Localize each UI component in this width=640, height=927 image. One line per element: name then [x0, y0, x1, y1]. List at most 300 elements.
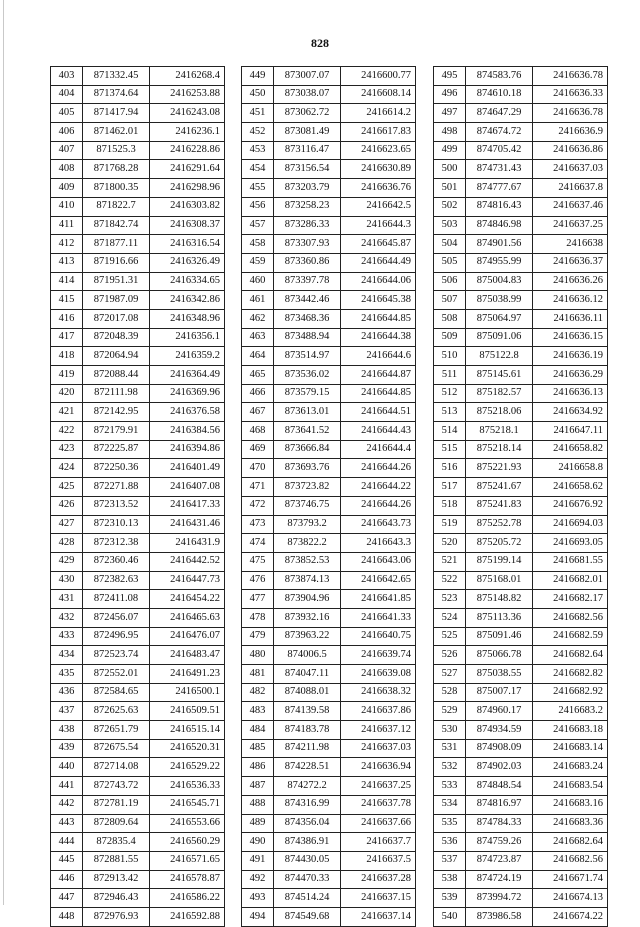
y-coordinate-cell: 2416291.64 — [150, 160, 225, 179]
point-number-cell: 506 — [434, 272, 466, 291]
x-coordinate-cell: 872088.44 — [83, 366, 150, 385]
point-number-cell: 499 — [434, 141, 466, 160]
point-number-cell: 508 — [434, 309, 466, 328]
y-coordinate-cell: 2416647.11 — [533, 422, 608, 441]
x-coordinate-cell: 872625.63 — [83, 702, 150, 721]
point-number-cell: 412 — [51, 235, 83, 254]
point-number-cell: 523 — [434, 590, 466, 609]
point-number-cell: 526 — [434, 646, 466, 665]
table-row — [434, 534, 608, 553]
coordinate-table-2 — [241, 66, 416, 927]
table-row — [242, 309, 416, 328]
y-coordinate-cell: 2416682.64 — [533, 646, 608, 665]
table-row — [51, 104, 225, 123]
table-row — [434, 403, 608, 422]
y-coordinate-cell: 2416637.46 — [533, 197, 608, 216]
point-number-cell: 511 — [434, 366, 466, 385]
x-coordinate-cell: 874047.11 — [274, 665, 341, 684]
x-coordinate-cell: 872584.65 — [83, 683, 150, 702]
point-number-cell: 439 — [51, 739, 83, 758]
y-coordinate-cell: 2416658.8 — [533, 459, 608, 478]
table-row — [51, 459, 225, 478]
x-coordinate-cell: 875241.83 — [466, 496, 533, 515]
table-row — [434, 141, 608, 160]
x-coordinate-cell: 873360.86 — [274, 253, 341, 272]
table-row — [51, 422, 225, 441]
point-number-cell: 516 — [434, 459, 466, 478]
table-row — [51, 141, 225, 160]
y-coordinate-cell: 2416674.22 — [533, 907, 608, 926]
x-coordinate-cell: 873286.33 — [274, 216, 341, 235]
y-coordinate-cell: 2416636.11 — [533, 309, 608, 328]
point-number-cell: 406 — [51, 123, 83, 142]
table-row — [434, 870, 608, 889]
table-row — [242, 907, 416, 926]
x-coordinate-cell: 874183.78 — [274, 721, 341, 740]
table-row — [434, 123, 608, 142]
y-coordinate-cell: 2416228.86 — [150, 141, 225, 160]
table-row — [242, 496, 416, 515]
point-number-cell: 488 — [242, 795, 274, 814]
table-row — [242, 403, 416, 422]
table-row — [242, 627, 416, 646]
point-number-cell: 475 — [242, 552, 274, 571]
point-number-cell: 530 — [434, 721, 466, 740]
x-coordinate-cell: 872946.43 — [83, 889, 150, 908]
coordinate-table-3 — [433, 66, 608, 927]
table-row — [51, 85, 225, 104]
point-number-cell: 520 — [434, 534, 466, 553]
x-coordinate-cell: 874908.09 — [466, 739, 533, 758]
x-coordinate-cell: 874674.72 — [466, 123, 533, 142]
y-coordinate-cell: 2416634.92 — [533, 403, 608, 422]
table-row — [434, 721, 608, 740]
point-number-cell: 466 — [242, 384, 274, 403]
point-number-cell: 529 — [434, 702, 466, 721]
table-row — [51, 123, 225, 142]
x-coordinate-cell: 872225.87 — [83, 440, 150, 459]
y-coordinate-cell: 2416682.56 — [533, 608, 608, 627]
y-coordinate-cell: 2416644.26 — [341, 496, 416, 515]
table-row — [242, 197, 416, 216]
point-number-cell: 418 — [51, 347, 83, 366]
x-coordinate-cell: 875064.97 — [466, 309, 533, 328]
point-number-cell: 492 — [242, 870, 274, 889]
y-coordinate-cell: 2416639.74 — [341, 646, 416, 665]
x-coordinate-cell: 871768.28 — [83, 160, 150, 179]
x-coordinate-cell: 872111.98 — [83, 384, 150, 403]
x-coordinate-cell: 873723.82 — [274, 478, 341, 497]
table-row — [51, 67, 225, 86]
point-number-cell: 453 — [242, 141, 274, 160]
table-row — [51, 795, 225, 814]
y-coordinate-cell: 2416636.78 — [533, 104, 608, 123]
x-coordinate-cell: 874316.99 — [274, 795, 341, 814]
table-row — [242, 384, 416, 403]
y-coordinate-cell: 2416643.73 — [341, 515, 416, 534]
table-row — [434, 496, 608, 515]
table-row — [51, 291, 225, 310]
x-coordinate-cell: 872496.95 — [83, 627, 150, 646]
table-row — [434, 440, 608, 459]
table-row — [242, 478, 416, 497]
point-number-cell: 413 — [51, 253, 83, 272]
x-coordinate-cell: 873203.79 — [274, 179, 341, 198]
table-row — [434, 309, 608, 328]
x-coordinate-cell: 875038.99 — [466, 291, 533, 310]
y-coordinate-cell: 2416644.26 — [341, 459, 416, 478]
table-row — [51, 646, 225, 665]
table-row — [242, 85, 416, 104]
x-coordinate-cell: 875145.61 — [466, 366, 533, 385]
table-row — [434, 366, 608, 385]
table-row — [434, 253, 608, 272]
point-number-cell: 460 — [242, 272, 274, 291]
x-coordinate-cell: 872411.08 — [83, 590, 150, 609]
table-row — [434, 571, 608, 590]
y-coordinate-cell: 2416637.15 — [341, 889, 416, 908]
point-number-cell: 510 — [434, 347, 466, 366]
y-coordinate-cell: 2416342.86 — [150, 291, 225, 310]
x-coordinate-cell: 874430.05 — [274, 851, 341, 870]
y-coordinate-cell: 2416636.94 — [341, 758, 416, 777]
table-row — [242, 328, 416, 347]
table-row — [434, 179, 608, 198]
point-number-cell: 411 — [51, 216, 83, 235]
x-coordinate-cell: 872881.55 — [83, 851, 150, 870]
x-coordinate-cell: 873081.49 — [274, 123, 341, 142]
y-coordinate-cell: 2416637.03 — [341, 739, 416, 758]
table-row — [434, 235, 608, 254]
point-number-cell: 518 — [434, 496, 466, 515]
point-number-cell: 448 — [51, 907, 83, 926]
x-coordinate-cell: 874846.98 — [466, 216, 533, 235]
point-number-cell: 431 — [51, 590, 83, 609]
point-number-cell: 524 — [434, 608, 466, 627]
x-coordinate-cell: 871951.31 — [83, 272, 150, 291]
table-row — [434, 291, 608, 310]
y-coordinate-cell: 2416253.88 — [150, 85, 225, 104]
table-row — [434, 777, 608, 796]
table-row — [242, 104, 416, 123]
table-row — [434, 104, 608, 123]
y-coordinate-cell: 2416683.54 — [533, 777, 608, 796]
table-row — [434, 833, 608, 852]
point-number-cell: 447 — [51, 889, 83, 908]
y-coordinate-cell: 2416682.59 — [533, 627, 608, 646]
table-row — [434, 515, 608, 534]
table-row — [51, 590, 225, 609]
y-coordinate-cell: 2416268.4 — [150, 67, 225, 86]
y-coordinate-cell: 2416637.86 — [341, 702, 416, 721]
y-coordinate-cell: 2416491.23 — [150, 665, 225, 684]
point-number-cell: 470 — [242, 459, 274, 478]
x-coordinate-cell: 874724.19 — [466, 870, 533, 889]
y-coordinate-cell: 2416369.96 — [150, 384, 225, 403]
x-coordinate-cell: 875199.14 — [466, 552, 533, 571]
x-coordinate-cell: 875007.17 — [466, 683, 533, 702]
point-number-cell: 437 — [51, 702, 83, 721]
point-number-cell: 535 — [434, 814, 466, 833]
y-coordinate-cell: 2416637.78 — [341, 795, 416, 814]
y-coordinate-cell: 2416644.85 — [341, 384, 416, 403]
point-number-cell: 415 — [51, 291, 83, 310]
y-coordinate-cell: 2416694.03 — [533, 515, 608, 534]
x-coordinate-cell: 874723.87 — [466, 851, 533, 870]
y-coordinate-cell: 2416636.9 — [533, 123, 608, 142]
y-coordinate-cell: 2416676.92 — [533, 496, 608, 515]
point-number-cell: 472 — [242, 496, 274, 515]
x-coordinate-cell: 874902.03 — [466, 758, 533, 777]
y-coordinate-cell: 2416682.82 — [533, 665, 608, 684]
y-coordinate-cell: 2416401.49 — [150, 459, 225, 478]
table-row — [434, 608, 608, 627]
point-number-cell: 485 — [242, 739, 274, 758]
point-number-cell: 507 — [434, 291, 466, 310]
y-coordinate-cell: 2416644.3 — [341, 216, 416, 235]
x-coordinate-cell: 873488.94 — [274, 328, 341, 347]
y-coordinate-cell: 2416636.37 — [533, 253, 608, 272]
point-number-cell: 449 — [242, 67, 274, 86]
table-row — [434, 197, 608, 216]
point-number-cell: 522 — [434, 571, 466, 590]
x-coordinate-cell: 874777.67 — [466, 179, 533, 198]
x-coordinate-cell: 873514.97 — [274, 347, 341, 366]
page-number: 828 — [311, 36, 329, 50]
x-coordinate-cell: 871417.94 — [83, 104, 150, 123]
table-row — [242, 366, 416, 385]
y-coordinate-cell: 2416644.6 — [341, 347, 416, 366]
y-coordinate-cell: 2416681.55 — [533, 552, 608, 571]
point-number-cell: 528 — [434, 683, 466, 702]
y-coordinate-cell: 2416644.38 — [341, 328, 416, 347]
y-coordinate-cell: 2416637.66 — [341, 814, 416, 833]
point-number-cell: 409 — [51, 179, 83, 198]
table-row — [434, 384, 608, 403]
table-row — [434, 683, 608, 702]
table-row — [51, 721, 225, 740]
x-coordinate-cell: 875221.93 — [466, 459, 533, 478]
y-coordinate-cell: 2416298.96 — [150, 179, 225, 198]
y-coordinate-cell: 2416645.38 — [341, 291, 416, 310]
x-coordinate-cell: 872835.4 — [83, 833, 150, 852]
y-coordinate-cell: 2416236.1 — [150, 123, 225, 142]
y-coordinate-cell: 2416316.54 — [150, 235, 225, 254]
table-row — [51, 160, 225, 179]
point-number-cell: 487 — [242, 777, 274, 796]
point-number-cell: 434 — [51, 646, 83, 665]
x-coordinate-cell: 871987.09 — [83, 291, 150, 310]
point-number-cell: 445 — [51, 851, 83, 870]
x-coordinate-cell: 873038.07 — [274, 85, 341, 104]
x-coordinate-cell: 875241.67 — [466, 478, 533, 497]
point-number-cell: 465 — [242, 366, 274, 385]
table-row — [242, 851, 416, 870]
point-number-cell: 423 — [51, 440, 83, 459]
point-number-cell: 496 — [434, 85, 466, 104]
point-number-cell: 419 — [51, 366, 83, 385]
y-coordinate-cell: 2416636.78 — [533, 67, 608, 86]
y-coordinate-cell: 2416643.3 — [341, 534, 416, 553]
point-number-cell: 455 — [242, 179, 274, 198]
x-coordinate-cell: 874759.26 — [466, 833, 533, 852]
table-row — [51, 534, 225, 553]
point-number-cell: 462 — [242, 309, 274, 328]
y-coordinate-cell: 2416536.33 — [150, 777, 225, 796]
point-number-cell: 519 — [434, 515, 466, 534]
x-coordinate-cell: 871374.64 — [83, 85, 150, 104]
table-row — [51, 665, 225, 684]
y-coordinate-cell: 2416683.24 — [533, 758, 608, 777]
y-coordinate-cell: 2416638 — [533, 235, 608, 254]
table-row — [51, 814, 225, 833]
table-row — [242, 683, 416, 702]
y-coordinate-cell: 2416637.7 — [341, 833, 416, 852]
y-coordinate-cell: 2416644.4 — [341, 440, 416, 459]
y-coordinate-cell: 2416243.08 — [150, 104, 225, 123]
table-row — [51, 272, 225, 291]
point-number-cell: 459 — [242, 253, 274, 272]
y-coordinate-cell: 2416644.49 — [341, 253, 416, 272]
table-row — [242, 552, 416, 571]
table-row — [242, 459, 416, 478]
y-coordinate-cell: 2416636.29 — [533, 366, 608, 385]
point-number-cell: 481 — [242, 665, 274, 684]
table-row — [51, 777, 225, 796]
table-row — [51, 870, 225, 889]
point-number-cell: 479 — [242, 627, 274, 646]
x-coordinate-cell: 873904.96 — [274, 590, 341, 609]
table-row — [242, 253, 416, 272]
table-row — [51, 571, 225, 590]
point-number-cell: 441 — [51, 777, 83, 796]
point-number-cell: 403 — [51, 67, 83, 86]
x-coordinate-cell: 874848.54 — [466, 777, 533, 796]
y-coordinate-cell: 2416639.08 — [341, 665, 416, 684]
table-row — [434, 795, 608, 814]
y-coordinate-cell: 2416641.33 — [341, 608, 416, 627]
table-row — [242, 347, 416, 366]
y-coordinate-cell: 2416636.26 — [533, 272, 608, 291]
y-coordinate-cell: 2416384.56 — [150, 422, 225, 441]
y-coordinate-cell: 2416637.14 — [341, 907, 416, 926]
point-number-cell: 444 — [51, 833, 83, 852]
table-row — [51, 627, 225, 646]
point-number-cell: 483 — [242, 702, 274, 721]
x-coordinate-cell: 873852.53 — [274, 552, 341, 571]
x-coordinate-cell: 873641.52 — [274, 422, 341, 441]
x-coordinate-cell: 873116.47 — [274, 141, 341, 160]
x-coordinate-cell: 874139.58 — [274, 702, 341, 721]
x-coordinate-cell: 874272.2 — [274, 777, 341, 796]
x-coordinate-cell: 874816.97 — [466, 795, 533, 814]
x-coordinate-cell: 873822.2 — [274, 534, 341, 553]
point-number-cell: 424 — [51, 459, 83, 478]
x-coordinate-cell: 873963.22 — [274, 627, 341, 646]
table-row — [51, 366, 225, 385]
point-number-cell: 517 — [434, 478, 466, 497]
x-coordinate-cell: 873874.13 — [274, 571, 341, 590]
table-row — [51, 496, 225, 515]
table-row — [51, 907, 225, 926]
y-coordinate-cell: 2416658.62 — [533, 478, 608, 497]
point-number-cell: 430 — [51, 571, 83, 590]
x-coordinate-cell: 874549.68 — [274, 907, 341, 926]
x-coordinate-cell: 871842.74 — [83, 216, 150, 235]
point-number-cell: 417 — [51, 328, 83, 347]
y-coordinate-cell: 2416364.49 — [150, 366, 225, 385]
x-coordinate-cell: 872913.42 — [83, 870, 150, 889]
y-coordinate-cell: 2416636.76 — [341, 179, 416, 198]
point-number-cell: 457 — [242, 216, 274, 235]
y-coordinate-cell: 2416520.31 — [150, 739, 225, 758]
point-number-cell: 494 — [242, 907, 274, 926]
y-coordinate-cell: 2416636.33 — [533, 85, 608, 104]
x-coordinate-cell: 874901.56 — [466, 235, 533, 254]
x-coordinate-cell: 874356.04 — [274, 814, 341, 833]
point-number-cell: 497 — [434, 104, 466, 123]
point-number-cell: 539 — [434, 889, 466, 908]
table-row — [434, 216, 608, 235]
x-coordinate-cell: 872142.95 — [83, 403, 150, 422]
point-number-cell: 422 — [51, 422, 83, 441]
y-coordinate-cell: 2416683.2 — [533, 702, 608, 721]
x-coordinate-cell: 873666.84 — [274, 440, 341, 459]
point-number-cell: 532 — [434, 758, 466, 777]
point-number-cell: 486 — [242, 758, 274, 777]
x-coordinate-cell: 873156.54 — [274, 160, 341, 179]
y-coordinate-cell: 2416637.28 — [341, 870, 416, 889]
point-number-cell: 521 — [434, 552, 466, 571]
point-number-cell: 495 — [434, 67, 466, 86]
y-coordinate-cell: 2416571.65 — [150, 851, 225, 870]
y-coordinate-cell: 2416442.52 — [150, 552, 225, 571]
x-coordinate-cell: 872675.54 — [83, 739, 150, 758]
x-coordinate-cell: 871822.7 — [83, 197, 150, 216]
point-number-cell: 474 — [242, 534, 274, 553]
table-row — [434, 739, 608, 758]
point-number-cell: 408 — [51, 160, 83, 179]
point-number-cell: 438 — [51, 721, 83, 740]
y-coordinate-cell: 2416586.22 — [150, 889, 225, 908]
point-number-cell: 443 — [51, 814, 83, 833]
y-coordinate-cell: 2416348.96 — [150, 309, 225, 328]
point-number-cell: 442 — [51, 795, 83, 814]
table-row — [242, 590, 416, 609]
table-row — [242, 235, 416, 254]
x-coordinate-cell: 874955.99 — [466, 253, 533, 272]
table-row — [434, 646, 608, 665]
x-coordinate-cell: 874088.01 — [274, 683, 341, 702]
table-row — [242, 702, 416, 721]
point-number-cell: 407 — [51, 141, 83, 160]
y-coordinate-cell: 2416644.06 — [341, 272, 416, 291]
point-number-cell: 435 — [51, 665, 83, 684]
point-number-cell: 436 — [51, 683, 83, 702]
y-coordinate-cell: 2416644.22 — [341, 478, 416, 497]
point-number-cell: 404 — [51, 85, 83, 104]
x-coordinate-cell: 873536.02 — [274, 366, 341, 385]
page-edge-line — [3, 0, 4, 905]
x-coordinate-cell: 874934.59 — [466, 721, 533, 740]
table-row — [434, 67, 608, 86]
y-coordinate-cell: 2416608.14 — [341, 85, 416, 104]
point-number-cell: 509 — [434, 328, 466, 347]
table-row — [242, 721, 416, 740]
y-coordinate-cell: 2416407.08 — [150, 478, 225, 497]
table-row — [242, 646, 416, 665]
point-number-cell: 420 — [51, 384, 83, 403]
